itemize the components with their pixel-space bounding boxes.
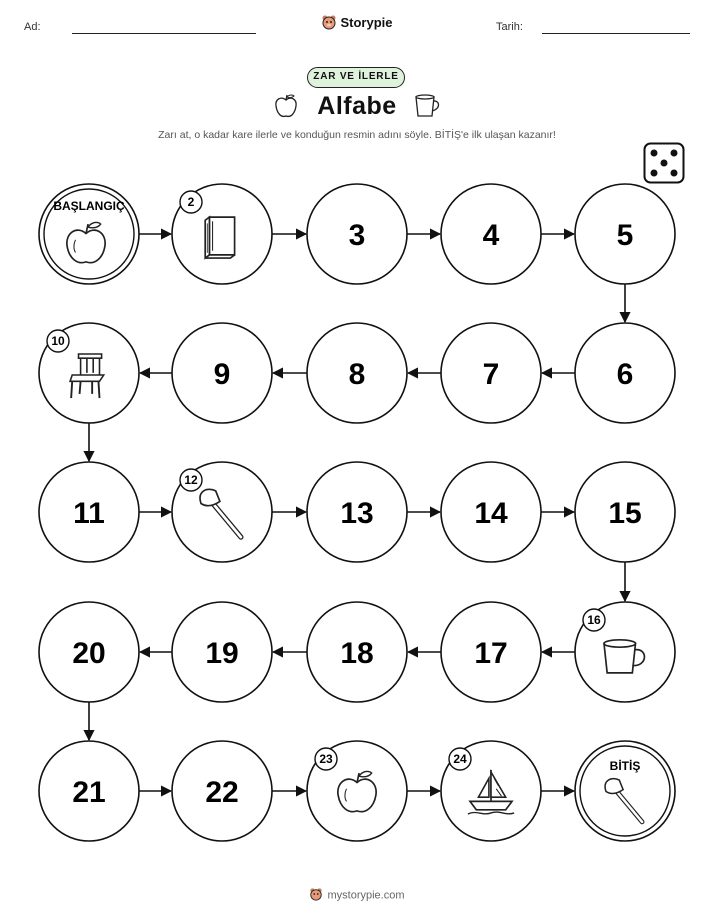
board-space[interactable] bbox=[575, 462, 675, 562]
board-space[interactable] bbox=[575, 323, 675, 423]
space-number: 7 bbox=[482, 358, 500, 391]
board-space[interactable] bbox=[307, 323, 407, 423]
storypie-logo-small-icon bbox=[309, 887, 323, 904]
board-space[interactable] bbox=[39, 602, 139, 702]
book-icon bbox=[205, 217, 234, 258]
board-cells bbox=[39, 184, 675, 841]
start-label: BAŞLANGIÇ bbox=[53, 199, 125, 213]
finish-label: BİTİŞ bbox=[609, 759, 641, 773]
space-number: 17 bbox=[474, 637, 508, 670]
instructions: Zarı at, o kadar kare ilerle ve konduğun resmin adını söyle. BİTİŞ'e ilk ulaşan kazanır! bbox=[158, 129, 556, 141]
space-number: 13 bbox=[340, 497, 374, 530]
footer-url: mystorypie.com bbox=[327, 889, 405, 902]
board-space[interactable] bbox=[441, 184, 541, 284]
space-number: 20 bbox=[72, 637, 106, 670]
board-space[interactable] bbox=[575, 602, 675, 702]
name-label: Ad: bbox=[24, 21, 41, 33]
space-number: 9 bbox=[213, 358, 231, 391]
activity-badge: ZAR VE İLERLE bbox=[307, 67, 405, 88]
board-space[interactable] bbox=[441, 741, 541, 841]
space-number: 12 bbox=[184, 473, 198, 488]
space-number: 11 bbox=[73, 497, 105, 530]
board-space[interactable] bbox=[39, 741, 139, 841]
space-number: 23 bbox=[319, 752, 333, 767]
space-number: 18 bbox=[340, 637, 374, 670]
space-number: 16 bbox=[587, 613, 601, 628]
footer bbox=[0, 887, 714, 904]
board-space[interactable] bbox=[575, 184, 675, 284]
page-title: Alfabe bbox=[317, 92, 397, 120]
board-space[interactable] bbox=[307, 602, 407, 702]
board-space[interactable] bbox=[307, 741, 407, 841]
space-number: 14 bbox=[474, 497, 508, 530]
space-number: 3 bbox=[348, 219, 366, 252]
space-number: 15 bbox=[608, 497, 642, 530]
start-space[interactable] bbox=[39, 184, 139, 284]
board-space[interactable] bbox=[172, 602, 272, 702]
space-number: 21 bbox=[72, 776, 106, 809]
space-number: 10 bbox=[51, 334, 65, 349]
space-number: 2 bbox=[187, 195, 195, 210]
board-space[interactable] bbox=[172, 741, 272, 841]
board-space[interactable] bbox=[172, 462, 272, 562]
space-number: 19 bbox=[205, 637, 239, 670]
board-space[interactable] bbox=[39, 323, 139, 423]
finish-space[interactable] bbox=[575, 741, 675, 841]
brand-name: Storypie bbox=[340, 14, 393, 30]
board-space[interactable] bbox=[441, 602, 541, 702]
board-space[interactable] bbox=[307, 184, 407, 284]
board-space[interactable] bbox=[172, 323, 272, 423]
space-number: 5 bbox=[616, 219, 634, 252]
space-number: 6 bbox=[616, 358, 634, 391]
date-label: Tarih: bbox=[496, 21, 523, 33]
space-number: 24 bbox=[453, 752, 467, 767]
space-number: 4 bbox=[482, 219, 500, 252]
board-space[interactable] bbox=[39, 462, 139, 562]
board-space[interactable] bbox=[172, 184, 272, 284]
space-number: 22 bbox=[205, 776, 239, 809]
board-space[interactable] bbox=[307, 462, 407, 562]
space-circle bbox=[575, 741, 675, 841]
board-space[interactable] bbox=[441, 323, 541, 423]
board-space[interactable] bbox=[441, 462, 541, 562]
space-number: 8 bbox=[348, 358, 366, 391]
